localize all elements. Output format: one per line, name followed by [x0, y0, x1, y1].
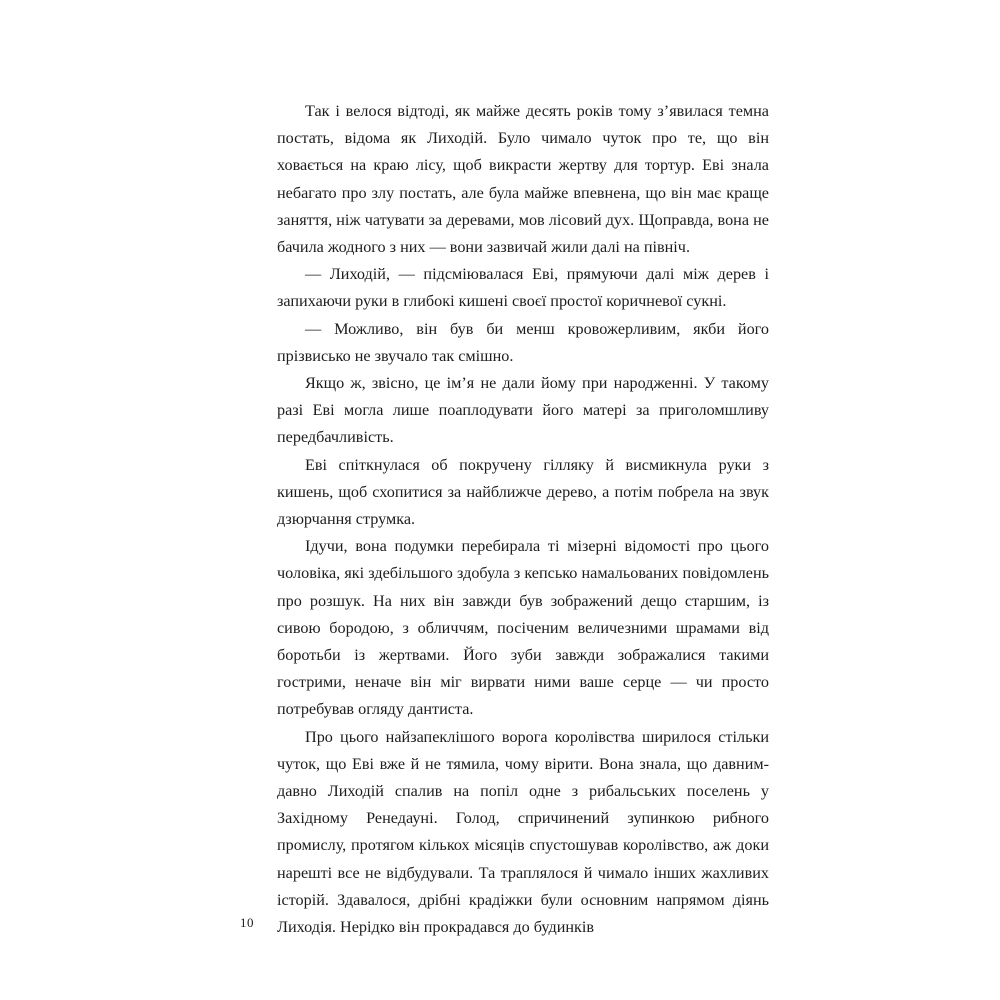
paragraph: Еві спіткнулася об покручену гілляку й висмикнула руки з кишень, щоб схопитися за найближче дерево, а потім побрела на звук дзюрчання струмка. [277, 455, 769, 529]
paragraph: Ідучи, вона подумки перебирала ті мізерні відомості про цього чоловіка, які здебільшого здобула з кепсько намальованих повідомлень про розшук. На них він завжди був зображений дещо старшим, із сивою бородою, з обличчям, посіченим величезними шрамами від боротьби із жертвами. Його зуби завжди зображалися такими гострими, неначе він міг вирвати ними ваше серце — чи просто потребував огляду дантиста. [277, 537, 769, 719]
body-text-column [277, 98, 769, 941]
paragraph: Так і велося відтоді, як майже десять років тому з’явилася темна постать, відома як Лиходій. Було чимало чуток про те, що він ховається на краю лісу, щоб викрасти жертву для тортур. Еві знала небагато про злу постать, але була майже впевнена, що він має краще заняття, ніж чатувати за деревами, мов лісовий дух. Щоправда, вона не бачила жодного з них — вони зазвичай жили далі на північ. [277, 102, 769, 257]
paragraph: Якщо ж, звісно, це ім’я не дали йому при народженні. У такому разі Еві могла лише поаплодувати його матері за приголомшливу передбачливість. [277, 374, 769, 447]
paragraph: Про цього найзапеклішого ворога королівства ширилося стільки чуток, що Еві вже й не тямила, чому вірити. Вона знала, що давним-давно Лиходій спалив на попіл одне з рибальських поселень у Західному Ренедауні. Голод, спричинений зупинкою рибного промислу, протягом кількох місяців спустошував королівство, аж доки нарешті все не відбудували. Та траплялося й чимало інших жахливих історій. Здавалося, дрібні крадіжки були основним напрямом діянь Лиходія. Нерідко він прокрадався до будинків [277, 727, 769, 937]
page-number: 10 [240, 915, 254, 930]
paragraph: — Можливо, він був би менш кровожерливим, якби його прізвисько не звучало так смішно. [277, 319, 769, 365]
paragraph: — Лиходій, — підсміювалася Еві, прямуючи далі між дерев і запихаючи руки в глибокі кишені своєї простої коричневої сукні. [277, 265, 769, 311]
